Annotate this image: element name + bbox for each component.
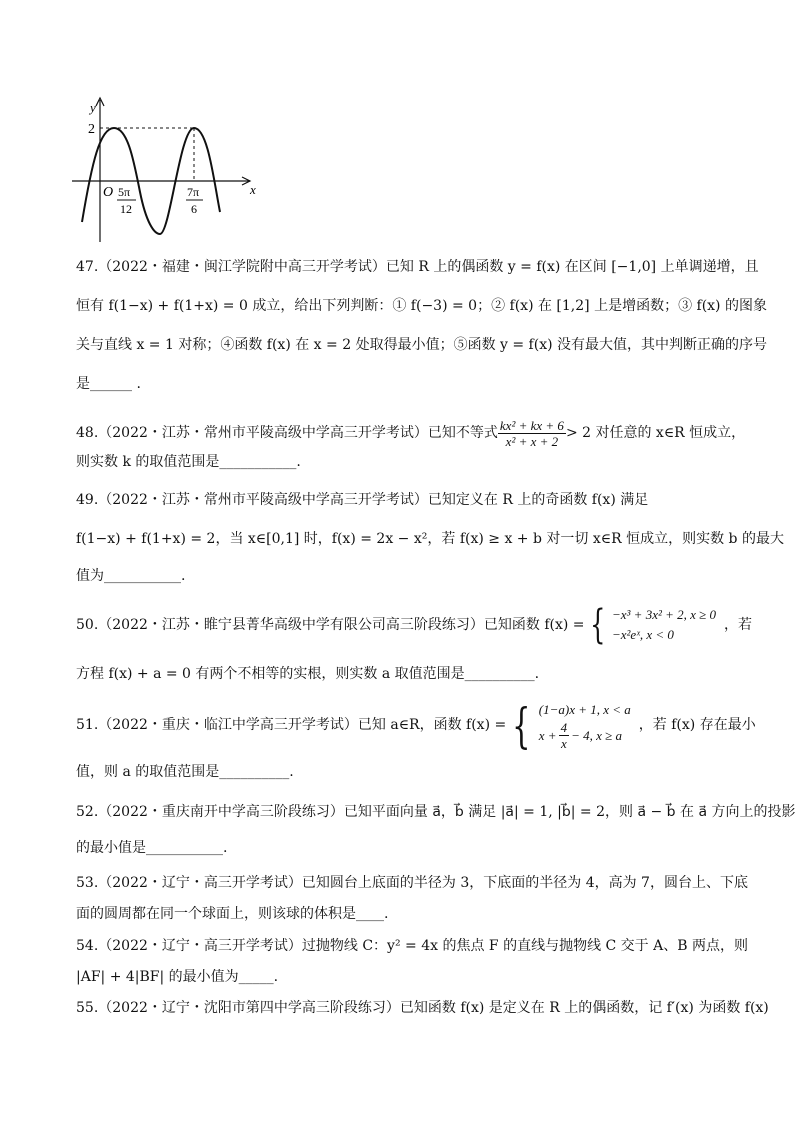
sine-graph-svg xyxy=(70,92,260,252)
q52-line1: 52.（2022・重庆南开中学高三阶段练习）已知平面向量 a⃗，b⃗ 满足 |a⃗| = 1, |b⃗| = 2，则 a⃗ − b⃗ 在 a⃗ 方向上的投影 xyxy=(76,804,796,820)
q53-line1: 53.（2022・辽宁・高三开学考试）已知圆台上底面的半径为 3，下底面的半径为 4，高为 7，圆台上、下底 xyxy=(76,875,748,891)
q51-line1-pre: 51.（2022・重庆・临江中学高三开学考试）已知 a∈R，函数 f(x) = xyxy=(76,717,507,733)
q47-line3: 关与直线 x = 1 对称；④函数 f(x) 在 x = 2 处取得最小值；⑤函数 y = f(x) 没有最大值，其中判断正确的序号 xyxy=(76,337,768,353)
q51-piecewise xyxy=(506,697,631,754)
q48-line1 xyxy=(76,418,746,449)
x-axis-label: x xyxy=(250,182,256,197)
q52-line2: 的最小值是___________. xyxy=(76,840,228,856)
q50-case2: −x²eˣ, x < 0 xyxy=(611,627,674,642)
q49-line3: 值为___________. xyxy=(76,568,186,584)
q48-line2: 则实数 k 的取值范围是___________. xyxy=(76,454,301,470)
q50-line1 xyxy=(76,602,753,648)
x-tick-1-num: 5π xyxy=(118,185,131,199)
q51-case2-frac-den: x xyxy=(560,736,567,751)
q50-piecewise xyxy=(585,602,717,648)
q51-case2-post: − 4, x ≥ a xyxy=(571,727,623,743)
q50-case1: −x³ + 3x² + 2, x ≥ 0 xyxy=(611,607,717,622)
q51-case2-frac-num: 4 xyxy=(560,720,568,735)
q51-line2: 值，则 a 的取值范围是__________. xyxy=(76,764,294,780)
q50-cases xyxy=(612,605,716,645)
q51-line1 xyxy=(76,697,756,754)
q54-line2: |AF| + 4|BF| 的最小值为_____. xyxy=(76,969,279,985)
q50-line1-post: ，若 xyxy=(724,616,753,633)
q49-line1: 49.（2022・江苏・常州市平陵高级中学高三开学考试）已知定义在 R 上的奇函数 f(x) 满足 xyxy=(76,492,649,508)
q54-line1: 54.（2022・辽宁・高三开学考试）过抛物线 C：y² = 4x 的焦点 F 的直线与抛物线 C 交于 A、B 两点，则 xyxy=(76,938,748,954)
q55-line1: 55.（2022・辽宁・沈阳市第四中学高三阶段练习）已知函数 f(x) 是定义在 R 上的偶函数，记 f′(x) 为函数 f(x) xyxy=(76,1000,769,1016)
q51-case2-pre: x + xyxy=(538,727,557,743)
y-max-label: 2 xyxy=(88,122,95,137)
q51-brace: { xyxy=(512,697,531,754)
q51-line1-post: ，若 f(x) 存在最小 xyxy=(638,717,756,733)
x-tick-1-den: 12 xyxy=(120,202,132,216)
q51-case2-frac xyxy=(559,720,570,751)
q50-brace: { xyxy=(589,602,605,648)
x-tick-2-num: 7π xyxy=(187,185,200,199)
y-axis-label: y xyxy=(90,100,96,115)
x-tick-2-den: 6 xyxy=(191,202,197,216)
q51-cases xyxy=(539,700,631,751)
q47-line2: 恒有 f(1−x) + f(1+x) = 0 成立，给出下列判断：① f(−3) = 0；② f(x) 在 [1,2] 上是增函数；③ f(x) 的图象 xyxy=(76,298,767,314)
q47-line1: 47.（2022・福建・闽江学院附中高三开学考试）已知 R 上的偶函数 y = f(x) 在区间 [−1,0] 上单调递增，且 xyxy=(76,259,759,275)
q51-case2 xyxy=(539,720,631,751)
q48-line1-post: > 2 对任意的 x∈R 恒成立， xyxy=(565,425,746,441)
origin-label: O xyxy=(103,185,114,200)
q47-line4: 是______ . xyxy=(76,376,141,392)
q48-frac-den: x² + x + 2 xyxy=(505,434,559,449)
q49-line2: f(1−x) + f(1+x) = 2，当 x∈[0,1] 时，f(x) = 2x − x²，若 f(x) ≥ x + b 对一切 x∈R 恒成立，则实数 b 的最大 xyxy=(76,531,784,547)
q48-frac-num: kx² + kx + 6 xyxy=(499,418,564,433)
q53-line2: 面的圆周都在同一个球面上，则该球的体积是____. xyxy=(76,906,389,922)
q48-line1-pre: 48.（2022・江苏・常州市平陵高级中学高三开学考试）已知不等式 xyxy=(76,425,498,441)
q51-case1: (1−a)x + 1, x < a xyxy=(538,702,631,717)
q48-fraction xyxy=(498,418,566,449)
q50-line1-pre: 50.（2022・江苏・睢宁县菁华高级中学有限公司高三阶段练习）已知函数 f(x) = xyxy=(76,616,585,633)
q50-line2: 方程 f(x) + a = 0 有两个不相等的实根，则实数 a 取值范围是__________. xyxy=(76,666,540,682)
sine-graph xyxy=(70,92,260,252)
